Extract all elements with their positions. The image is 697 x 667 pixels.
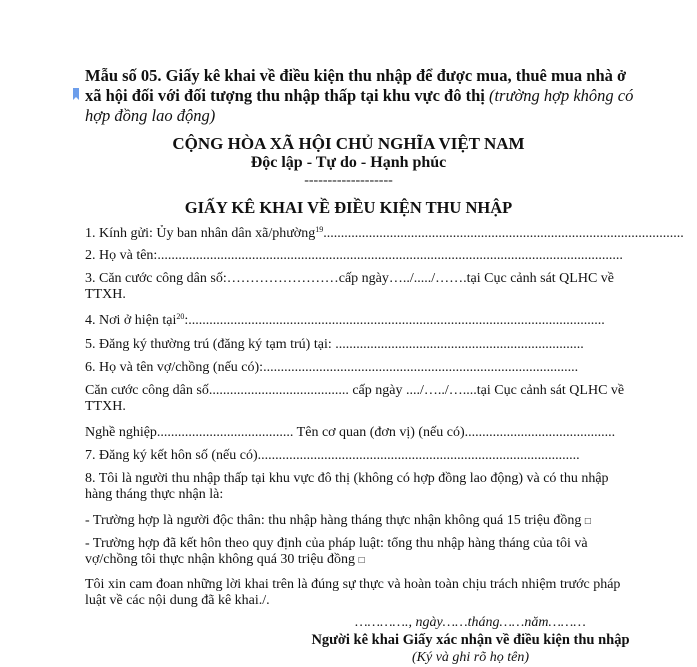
field-recipient-fill: ....................................................................................................... [323,226,684,241]
field-marriage-registration[interactable]: 7. Đăng ký kết hôn số (nếu có)............................................................................................ [85,448,580,463]
form-heading-bold: Mẫu số 05. Giấy kê khai về điều kiện thu nhập để được mua, thuê mua nhà ở xã hội đối với đối tượng thu nhập thấp tại khu vực đô thị [85,66,627,105]
separator: ------------------- [304,173,393,188]
form-heading-italic: (trường hợp không có hợp đồng lao động) [85,86,634,125]
field-current-address-label: 4. Nơi ở hiện tại [85,313,177,328]
field-recipient[interactable] [85,225,684,242]
footnote-19: 19 [315,225,324,234]
income-statement: 8. Tôi là người thu nhập thấp tại khu vực đô thị (không có hợp đồng lao động) và có thu nhập hàng tháng thực nhận là: [85,471,609,502]
field-current-address-fill: :....................................................................................................................... [184,313,605,328]
field-spouse-name[interactable]: 6. Họ và tên vợ/chồng (nếu có):.......................................................................................... [85,360,579,375]
document-title: GIẤY KÊ KHAI VỀ ĐIỀU KIỆN THU NHẬP [184,198,513,217]
field-spouse-id[interactable]: Căn cước công dân số........................................ cấp ngày ..../…../…....tại Cục cảnh sát QLHC về TTXH. [85,383,625,414]
footnote-20: 20 [176,312,185,321]
form-heading [85,66,645,126]
field-current-address[interactable] [85,313,630,329]
case-married-text: - Trường hợp đã kết hôn theo quy định của pháp luật: tổng thu nhập hàng tháng của tôi và vợ/chồng tôi thực nhận không quá 30 triệu đồng [85,536,588,567]
checkbox-single[interactable]: □ [584,516,591,527]
bookmark-icon[interactable] [73,88,79,100]
signature-date-line: …………., ngày……tháng……năm……… [355,615,586,630]
pledge-text: Tôi xin cam đoan những lời khai trên là đúng sự thực và hoàn toàn chịu trách nhiệm trước pháp luật về các nội dung đã kê khai./. [85,577,621,608]
case-single-text: - Trường hợp là người độc thân: thu nhập hàng tháng thực nhận không quá 15 triệu đồng [85,513,582,528]
checkbox-married[interactable]: □ [358,555,365,566]
nation-motto: Độc lập - Tự do - Hạnh phúc [250,154,447,171]
signature-role: Người kê khai Giấy xác nhận về điều kiện thu nhập [311,632,630,648]
field-citizen-id[interactable]: 3. Căn cước công dân số:……………………cấp ngày…../...../…….tại Cục cảnh sát QLHC về TTXH. [85,271,615,302]
field-full-name[interactable]: 2. Họ và tên:..................................................................................................................................... [85,248,623,263]
field-recipient-label: 1. Kính gửi: Ủy ban nhân dân xã/phường [85,226,316,241]
case-single [85,513,630,530]
field-spouse-job[interactable]: Nghề nghiệp....................................... Tên cơ quan (đơn vị) (nếu có)........................................... [85,425,616,440]
signature-note: (Ký và ghi rõ họ tên) [411,650,530,665]
nation-title: CỘNG HÒA XÃ HỘI CHỦ NGHĨA VIỆT NAM [172,134,525,153]
case-married [85,536,630,569]
field-registered-residence[interactable]: 5. Đăng ký thường trú (đăng ký tạm trú) tại: ....................................................................... [85,337,584,352]
